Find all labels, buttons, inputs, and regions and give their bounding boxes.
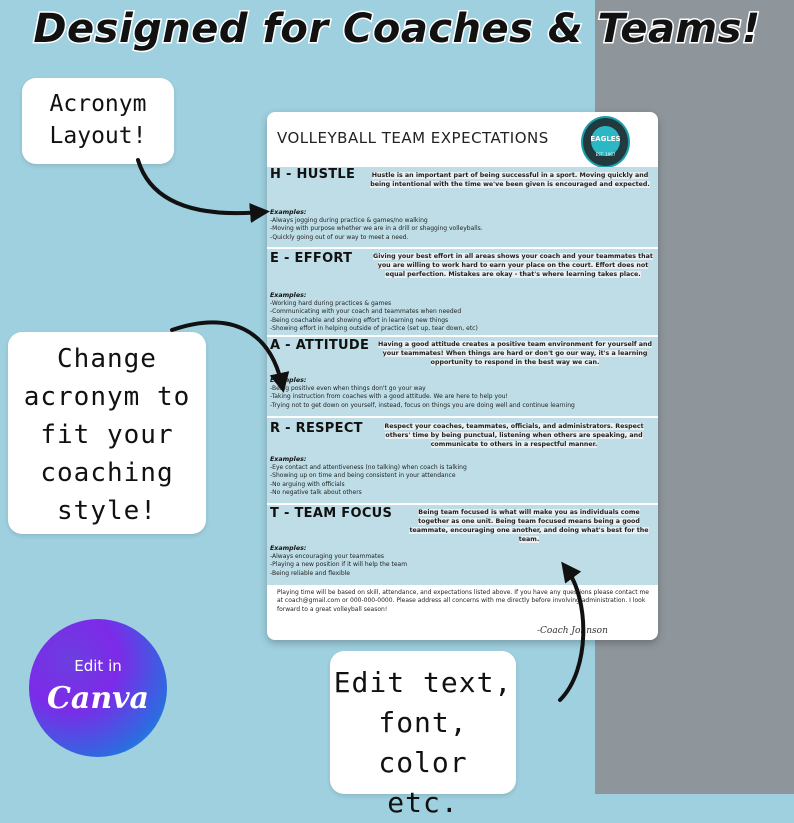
- callout-edit-text: [330, 651, 516, 819]
- callout-line: font, color: [378, 706, 468, 779]
- section-description: Giving your best effort in all areas shows your coach and your teammates that you are willing to work hard to earn your place on the court. Effort does not equal perfection. Mistakes are okay - that's where learning takes place.: [373, 253, 653, 278]
- arrow-to-hustle: [138, 160, 262, 213]
- example-item: -Always jogging during practice & games/no walking: [270, 217, 428, 224]
- examples-label: Examples:: [270, 292, 307, 299]
- example-item: -Always encouraging your teammates: [270, 553, 385, 560]
- example-item: -No arguing with officials: [270, 480, 345, 488]
- section-hustle: [267, 167, 658, 247]
- callout-line: style!: [57, 496, 157, 526]
- example-item: -Showing up on time and being consistent in your attendance: [270, 472, 456, 480]
- logo-text: EAGLES: [590, 135, 621, 143]
- example-item: -Being reliable and flexible: [270, 569, 351, 577]
- example-item: -Being coachable and showing effort in learning new things: [270, 316, 449, 324]
- section-heading: H - HUSTLE: [270, 167, 356, 182]
- canva-badge: [29, 619, 167, 757]
- callout-line: Layout!: [49, 123, 147, 149]
- example-item: -Being positive even when things don't go your way: [270, 385, 426, 392]
- examples-label: Examples:: [270, 377, 307, 384]
- sheet-title: VOLLEYBALL TEAM EXPECTATIONS: [277, 129, 549, 147]
- expectations-sheet: [267, 112, 658, 640]
- callout-line: fit your: [40, 420, 174, 450]
- section-team-focus: [267, 503, 658, 585]
- section-heading: E - EFFORT: [270, 251, 353, 266]
- section-heading: T - TEAM FOCUS: [270, 506, 393, 521]
- callout-line: coaching: [40, 458, 174, 488]
- callout-line: etc.: [387, 786, 459, 819]
- section-heading: R - RESPECT: [270, 421, 363, 436]
- page-headline: Designed for Coaches & Teams!: [33, 6, 761, 52]
- example-item: -No negative talk about others: [270, 489, 362, 497]
- examples-label: Examples:: [270, 456, 307, 463]
- logo-year: EST. 1987: [595, 152, 616, 157]
- canva-logo: Canva: [47, 681, 149, 716]
- examples-label: Examples:: [270, 209, 307, 216]
- callout-change-acronym: [8, 332, 206, 534]
- section-description: Being team focused is what will make you as individuals come together as one unit. Being team focused means being a good teammate, encouraging one another, and doing what's best for the team.: [409, 509, 649, 543]
- section-description: Respect your coaches, teammates, officials, and administrators. Respect others' time by being punctual, listening when others are speaking, and communicate to others in a respectful manner.: [384, 423, 644, 448]
- callout-line: Acronym: [49, 91, 147, 117]
- examples-label: Examples:: [270, 545, 307, 552]
- examples-list: [270, 385, 575, 410]
- sheet-footer: Playing time will be based on skill, attendance, and expectations listed above. If you have any questions please contact me at coach@gmail.com or 000-000-0000. Please address all concerns with me directly before involving administration. I look forward to a great volleyball season!: [277, 589, 649, 613]
- callout-line: acronym to: [23, 382, 191, 412]
- example-item: -Working hard during practices & games: [270, 300, 392, 307]
- section-heading: A - ATTITUDE: [270, 338, 370, 353]
- example-item: -Playing a new position if it will help the team: [270, 561, 408, 569]
- example-item: -Trying not to get down on yourself, instead, focus on things you are doing well and continue learning: [270, 401, 575, 409]
- team-logo: [581, 116, 630, 168]
- example-item: -Quickly going out of our way to meet a need.: [270, 233, 409, 241]
- section-description: Hustle is an important part of being successful in a sport. Moving quickly and being intentional with the time we've been given is encouraged and expected.: [370, 172, 650, 188]
- section-respect: [267, 416, 658, 504]
- examples-list: [270, 553, 407, 578]
- examples-list: [270, 464, 467, 498]
- examples-list: [270, 300, 478, 334]
- section-effort: [267, 247, 658, 335]
- example-item: -Moving with purpose whether we are in a drill or shagging volleyballs.: [270, 225, 483, 233]
- callout-line: Change: [57, 344, 157, 374]
- example-item: -Taking instruction from coaches with a good attitude. We are here to help you!: [270, 393, 508, 401]
- coach-signature: -Coach Johnson: [537, 626, 608, 636]
- section-description: Having a good attitude creates a positive team environment for yourself and your teammates! When things are hard or don't go our way, it's a learning opportunity to respond in the best way we can.: [377, 341, 653, 366]
- example-item: -Showing effort in helping outside of practice (set up, tear down, etc): [270, 325, 478, 333]
- callout-acronym-layout: [22, 78, 174, 164]
- section-attitude: [267, 335, 658, 417]
- example-item: -Eye contact and attentiveness (no talking) when coach is talking: [270, 464, 467, 471]
- examples-list: [270, 217, 483, 242]
- callout-line: Edit text,: [333, 666, 513, 699]
- example-item: -Communicating with your coach and teammates when needed: [270, 308, 462, 316]
- canva-edit-label: Edit in: [74, 657, 122, 675]
